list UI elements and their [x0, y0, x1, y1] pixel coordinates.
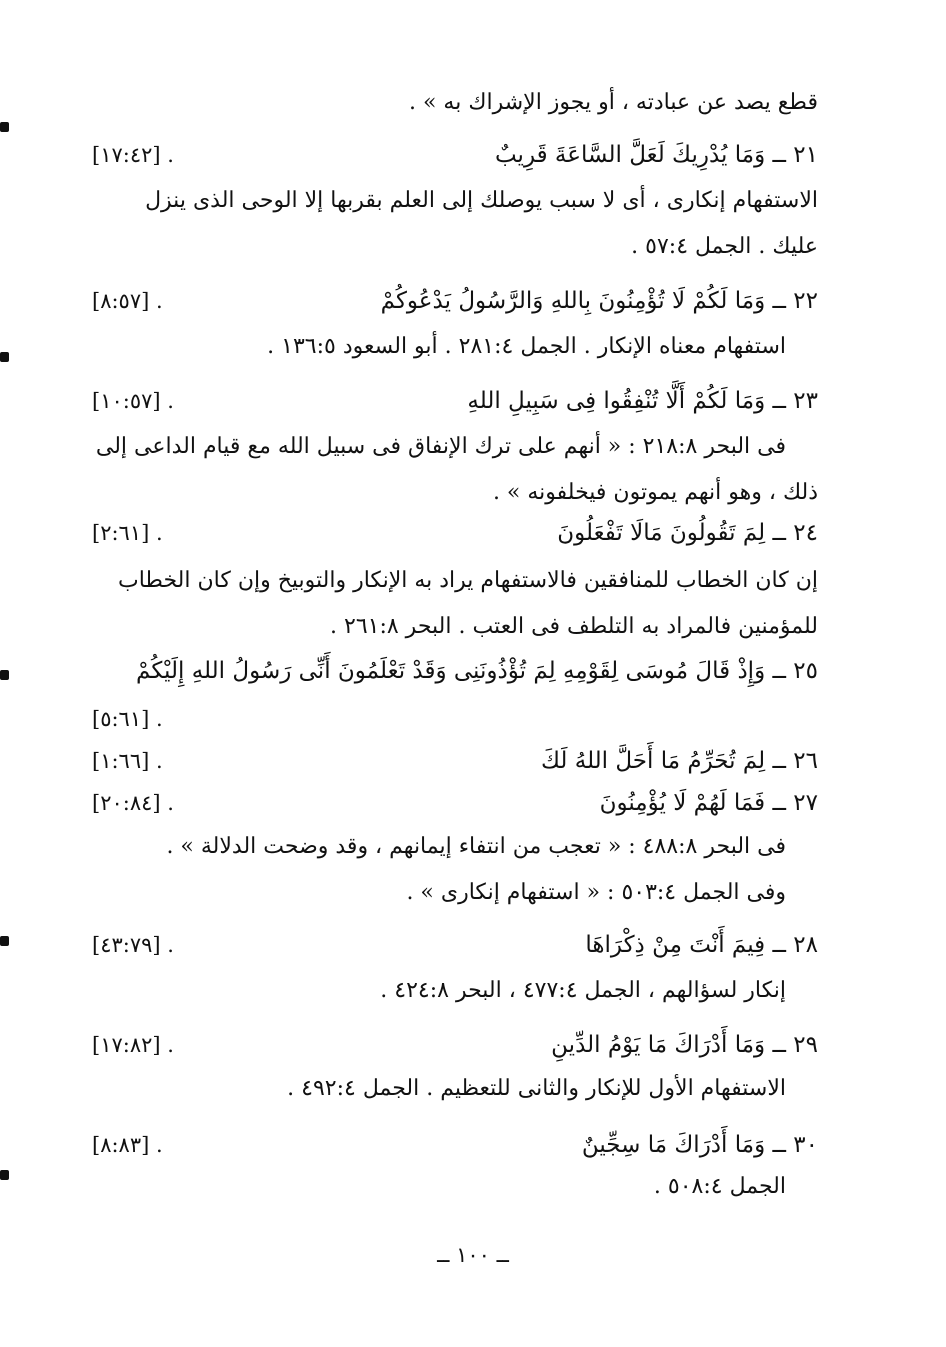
commentary-line: الاستفهام الأول للإنكار والثانى للتعظيم . الجمل ٤٩٢:٤ . — [287, 1076, 786, 1101]
verse-reference: [٢:٦١] . — [92, 521, 163, 545]
commentary-line: للمؤمنين فالمراد به التلطف فى العتب . البحر ٢٦١:٨ . — [330, 614, 818, 639]
verse-line: ٢٧ ــ فَمَا لَهُمْ لَا يُؤْمِنُونَ — [599, 790, 818, 816]
commentary-line: قطع يصد عن عبادته ، أو يجوز الإشراك به » . — [408, 90, 818, 115]
verse-line: ٢٨ ــ فِيمَ أَنْتَ مِنْ ذِكْرَاهَا — [585, 932, 818, 958]
scan-edge-mark — [0, 122, 9, 132]
scan-edge-mark — [0, 936, 9, 946]
commentary-line: الاستفهام إنكارى ، أى لا سبب يوصلك إلى العلم بقربها إلا الوحى الذى ينزل — [145, 188, 818, 213]
commentary-line: فى البحر ٢١٨:٨ : « أنهم على ترك الإنفاق فى سبيل الله مع قيام الداعى إلى — [95, 434, 786, 459]
verse-line: ٣٠ ــ وَمَا أَدْرَاكَ مَا سِجِّينٌ — [581, 1132, 818, 1158]
verse-reference: [١:٦٦] . — [92, 749, 163, 773]
verse-line: ٢٣ ــ وَمَا لَكُمْ أَلَّا تُنْفِقُوا فِى سَبِيلِ اللهِ — [467, 388, 818, 414]
scan-edge-mark — [0, 352, 9, 362]
commentary-line: استفهام معناه الإنكار . الجمل ٢٨١:٤ . أبو السعود ١٣٦:٥ . — [267, 334, 786, 359]
verse-line: ٢١ ــ وَمَا يُدْرِيكَ لَعَلَّ السَّاعَةَ قَرِيبٌ — [494, 142, 818, 168]
verse-line: ٢٢ ــ وَمَا لَكُمْ لَا تُؤْمِنُونَ بِاللهِ وَالرَّسُولُ يَدْعُوكُمْ — [380, 288, 818, 314]
verse-reference: [٨:٨٣] . — [92, 1133, 163, 1157]
commentary-line: عليك . الجمل ٥٧:٤ . — [631, 234, 818, 259]
commentary-line: إنكار لسؤالهم ، الجمل ٤٧٧:٤ ، البحر ٤٢٤:٨ . — [380, 978, 786, 1003]
verse-reference: [٤٣:٧٩] . — [92, 933, 174, 957]
verse-reference: [١٠:٥٧] . — [92, 389, 174, 413]
commentary-line: إن كان الخطاب للمنافقين فالاستفهام يراد به الإنكار والتوبيخ وإن كان الخطاب — [118, 568, 818, 593]
verse-reference: [١٧:٨٢] . — [92, 1033, 174, 1057]
scan-edge-mark — [0, 670, 9, 680]
verse-line: ٢٥ ــ وَإِذْ قَالَ مُوسَى لِقَوْمِهِ لِمَ تُؤْذُونَنِى وَقَدْ تَعْلَمُونَ أَنِّى رَسُولُ اللهِ إِلَيْكُمْ — [136, 658, 818, 684]
commentary-line: الجمل ٥٠٨:٤ . — [653, 1174, 786, 1199]
commentary-line: ذلك ، وهو أنهم يموتون فيخلفونه » . — [492, 480, 818, 505]
verse-line: ٢٩ ــ وَمَا أَدْرَاكَ مَا يَوْمُ الدِّينِ — [551, 1032, 818, 1058]
verse-reference: [٨:٥٧] . — [92, 289, 163, 313]
commentary-line: فى البحر ٤٨٨:٨ : « تعجب من انتفاء إيمانهم ، وقد وضحت الدلالة » . — [166, 834, 786, 859]
verse-reference: [٥:٦١] . — [92, 707, 163, 731]
page-number: ــ ١٠٠ ــ — [437, 1243, 509, 1267]
scan-edge-mark — [0, 1170, 9, 1180]
verse-line: ٢٤ ــ لِمَ تَقُولُونَ مَالَا تَفْعَلُونَ — [557, 520, 818, 546]
verse-reference: [٢٠:٨٤] . — [92, 791, 174, 815]
verse-reference: [١٧:٤٢] . — [92, 143, 174, 167]
commentary-line: وفى الجمل ٥٠٣:٤ : « استفهام إنكارى » . — [406, 880, 786, 905]
verse-line: ٢٦ ــ لِمَ تُحَرِّمُ مَا أَحَلَّ اللهُ لَكَ — [541, 748, 818, 774]
